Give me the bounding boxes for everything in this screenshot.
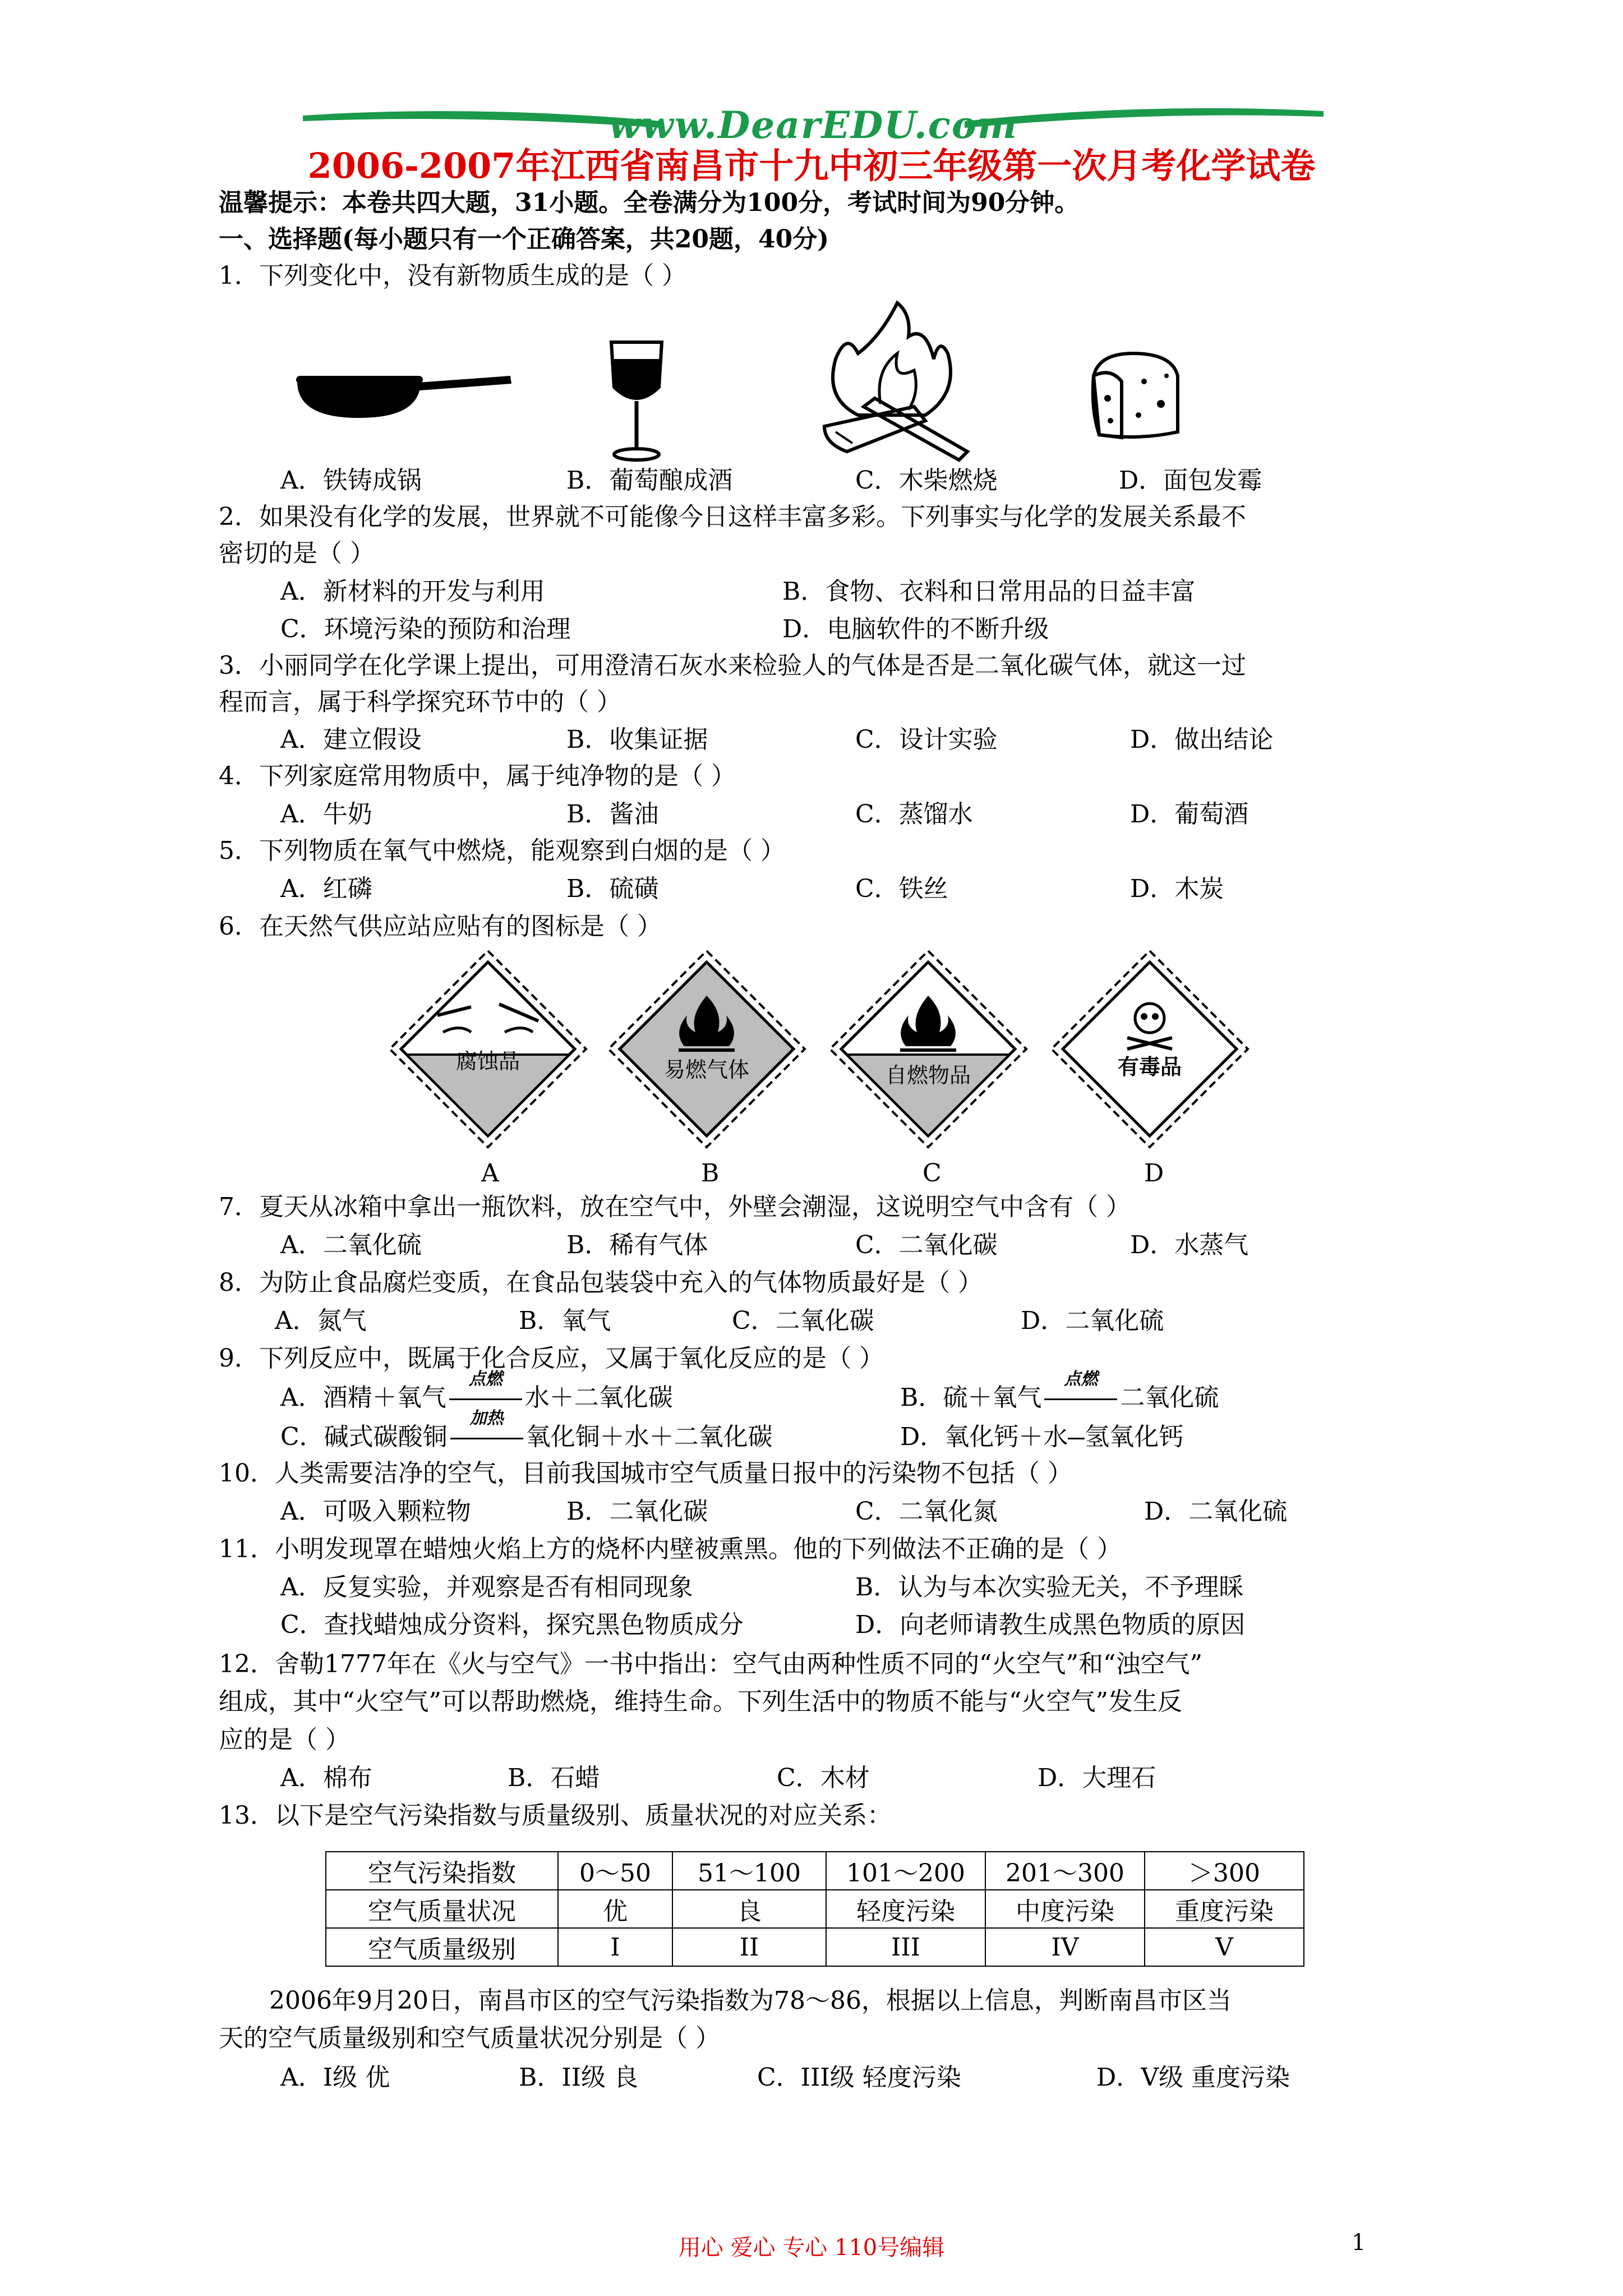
q9-c-products: 氧化铜＋水＋二氧化碳 [525,1423,773,1451]
q7-option-b[interactable]: B．稀有气体 [566,1231,708,1259]
q12-option-a[interactable]: A．棉布 [280,1764,372,1792]
toxic-sign-icon[interactable] [1049,948,1251,1150]
table-cell: 空气质量级别 [326,1928,558,1966]
q10-option-b[interactable]: B．二氧化碳 [566,1497,708,1526]
q9-b-reactants: B．硫＋氧气 [900,1383,1042,1412]
q12-option-c[interactable]: C．木材 [777,1764,870,1792]
burning-wood-icon [813,292,976,471]
sign-c-letter[interactable]: C [923,1159,942,1188]
q9-option-c[interactable] [280,1409,773,1451]
q9-option-b[interactable] [900,1369,1219,1412]
q2-option-b[interactable]: B．食物、衣料和日常用品的日益丰富 [782,577,1196,606]
q2-option-c[interactable]: C．环境污染的预防和治理 [280,615,571,643]
table-cell: 空气污染指数 [326,1852,558,1890]
q13-option-c[interactable]: C．III级 轻度污染 [757,2063,961,2092]
q7-option-c[interactable]: C．二氧化碳 [855,1231,998,1259]
table-cell: 轻度污染 [826,1890,985,1928]
table-cell: 0～50 [558,1852,672,1890]
q13-option-d[interactable]: D．V级 重度污染 [1096,2063,1290,2092]
q5-option-b[interactable]: B．硫磺 [566,875,659,903]
q7-option-d[interactable]: D．水蒸气 [1130,1231,1249,1259]
spontaneous-combustion-sign-icon[interactable] [827,948,1029,1150]
q8-stem: 8．为防止食品腐烂变质，在食品包装袋中充入的气体物质最好是（ ） [219,1268,983,1297]
q4-stem: 4．下列家庭常用物质中，属于纯净物的是（ ） [219,762,736,790]
q1-option-a[interactable]: A．铁铸成锅 [280,466,422,495]
q13-option-a[interactable]: A．I级 优 [280,2063,390,2092]
table-cell: 中度污染 [985,1890,1145,1928]
q4-option-c[interactable]: C．蒸馏水 [855,800,973,829]
q1-option-d[interactable]: D．面包发霉 [1119,466,1262,495]
q9-b-arrow [1041,1369,1120,1410]
q8-option-b[interactable]: B．氧气 [519,1306,611,1335]
frying-pan-icon [292,359,516,432]
q10-option-c[interactable]: C．二氧化氮 [855,1497,998,1526]
sign-a-letter[interactable]: A [481,1159,499,1188]
q11-option-b[interactable]: B．认为与本次实验无关，不予理睬 [855,1573,1244,1602]
flammable-gas-sign-icon[interactable] [606,948,808,1150]
q5-option-d[interactable]: D．木炭 [1130,875,1224,903]
table-cell: IV [985,1928,1145,1966]
table-cell: 51～100 [672,1852,826,1890]
q13-option-b[interactable]: B．II级 良 [519,2063,639,2092]
q12-stem-line3: 应的是（ ） [219,1726,350,1754]
q3-option-d[interactable]: D．做出结论 [1130,725,1274,754]
table-cell: 优 [558,1890,672,1928]
wine-glass-icon [606,337,667,466]
sign-d-label: 有毒品 [1117,1055,1182,1079]
q9-a-products: 水＋二氧化碳 [524,1383,673,1412]
table-row [326,1890,1304,1928]
q1-option-c[interactable]: C．木柴燃烧 [855,466,998,495]
q6-stem: 6．在天然气供应站应贴有的图标是（ ） [219,912,662,941]
sign-d-letter[interactable]: D [1144,1159,1164,1188]
q10-option-a[interactable]: A．可吸入颗粒物 [280,1497,471,1526]
moldy-bread-icon [1077,342,1189,449]
q7-option-a[interactable]: A．二氧化硫 [280,1231,422,1259]
q13-stem: 13．以下是空气污染指数与质量级别、质量状况的对应关系： [219,1801,892,1830]
q2-stem-line1: 2．如果没有化学的发展，世界就不可能像今日这样丰富多彩。下列事实与化学的发展关系最不 [219,503,1246,531]
table-cell: I [558,1928,672,1966]
q2-stem-line2: 密切的是（ ） [219,539,375,568]
q9-stem: 9．下列反应中，既属于化合反应，又属于氧化反应的是（ ） [219,1344,884,1373]
q9-b-products: 二氧化硫 [1120,1383,1219,1412]
tip-text: 温馨提示：本卷共四大题，31小题。全卷满分为100分，考试时间为90分钟。 [219,188,1080,217]
table-cell: 空气质量状况 [326,1890,558,1928]
q5-stem: 5．下列物质在氧气中燃烧，能观察到白烟的是（ ） [219,836,785,865]
q9-c-reactants: C．碱式碳酸铜 [280,1423,448,1451]
sign-b-letter[interactable]: B [701,1159,720,1188]
table-cell: 良 [672,1890,826,1928]
q13-text-line1: 2006年9月20日，南昌市区的空气污染指数为78～86，根据以上信息，判断南昌市区当 [269,1986,1232,2015]
q3-stem-line1: 3．小丽同学在化学课上提出，可用澄清石灰水来检验人的气体是否是二氧化碳气体，就这一过 [219,651,1246,680]
q1-stem: 1．下列变化中，没有新物质生成的是（ ） [219,261,686,290]
section-heading: 一、选择题(每小题只有一个正确答案，共20题，40分) [219,225,829,254]
q4-option-a[interactable]: A．牛奶 [280,800,372,829]
page-number: 1 [1352,2230,1366,2256]
table-row [326,1928,1304,1966]
sign-b-label: 易燃气体 [663,1057,750,1082]
q9-d-reactants: D．氧化钙＋水 [900,1423,1068,1451]
q9-d-arrow [1068,1438,1085,1439]
table-cell: II [672,1928,826,1966]
q13-text-line2: 天的空气质量级别和空气质量状况分别是（ ） [219,2024,720,2053]
q3-option-b[interactable]: B．收集证据 [566,725,708,754]
q5-option-c[interactable]: C．铁丝 [855,875,948,903]
q12-option-d[interactable]: D．大理石 [1038,1764,1156,1792]
q2-option-d[interactable]: D．电脑软件的不断升级 [782,615,1049,643]
q11-option-c[interactable]: C．查找蜡烛成分资料，探究黑色物质成分 [280,1611,744,1639]
table-row [326,1852,1304,1890]
q1-option-b[interactable]: B．葡萄酿成酒 [566,466,733,495]
q9-option-d[interactable] [900,1425,1183,1450]
q9-a-reactants: A．酒精＋氧气 [280,1383,446,1412]
air-quality-table [325,1851,1304,1967]
q11-option-d[interactable]: D．向老师请教生成黑色物质的原因 [855,1611,1246,1639]
q10-option-d[interactable]: D．二氧化硫 [1144,1497,1288,1526]
q10-stem: 10．人类需要洁净的空气，目前我国城市空气质量日报中的污染物不包括（ ） [219,1459,1072,1488]
q4-option-d[interactable]: D．葡萄酒 [1130,800,1249,829]
q12-option-b[interactable]: B．石蜡 [508,1764,600,1792]
q12-stem-line1: 12．舍勒1777年在《火与空气》一书中指出：空气由两种性质不同的“火空气”和“浊空气” [219,1650,1202,1678]
q9-a-arrow [446,1369,525,1410]
table-cell: 重度污染 [1145,1890,1304,1928]
table-cell: V [1145,1928,1304,1966]
q8-option-d[interactable]: D．二氧化硫 [1021,1306,1164,1335]
q7-stem: 7．夏天从冰箱中拿出一瓶饮料，放在空气中，外壁会潮湿，这说明空气中含有（ ） [219,1193,1131,1221]
table-cell: 201～300 [985,1852,1145,1890]
logo-text: www.DearEDU.com [608,103,1018,147]
table-cell: ＞300 [1145,1852,1304,1890]
q12-stem-line2: 组成，其中“火空气”可以帮助燃烧，维持生命。下列生活中的物质不能与“火空气”发生反 [219,1687,1182,1716]
q4-option-b[interactable]: B．酱油 [566,800,659,829]
exam-title: 2006-2007年江西省南昌市十九中初三年级第一次月考化学试卷 [307,145,1316,186]
footer-text: 用心 爱心 专心 110号编辑 [678,2235,945,2261]
q3-option-c[interactable]: C．设计实验 [855,725,998,754]
q9-c-arrow [448,1409,526,1450]
q9-a-condition: 点燃 [468,1369,502,1389]
q9-b-condition: 点燃 [1064,1369,1098,1389]
q9-d-products: 氢氧化钙 [1085,1423,1184,1451]
sign-a-label: 腐蚀品 [455,1049,520,1074]
q9-option-a[interactable] [280,1369,673,1412]
sign-c-label: 自燃物品 [885,1063,971,1088]
table-cell: 101～200 [826,1852,985,1890]
q11-option-a[interactable]: A．反复实验，并观察是否有相同现象 [280,1573,693,1602]
corrosive-sign-icon[interactable] [387,948,589,1150]
table-cell: III [826,1928,985,1966]
q2-option-a[interactable]: A．新材料的开发与利用 [280,577,545,606]
q9-c-condition: 加热 [469,1409,504,1428]
q8-option-a[interactable]: A．氮气 [275,1306,367,1335]
q8-option-c[interactable]: C．二氧化碳 [732,1306,874,1335]
q5-option-a[interactable]: A．红磷 [280,875,372,903]
q11-stem: 11．小明发现罩在蜡烛火焰上方的烧杯内壁被熏黑。他的下列做法不正确的是（ ） [219,1535,1122,1563]
q3-stem-line2: 程而言，属于科学探究环节中的（ ） [219,688,621,716]
q3-option-a[interactable]: A．建立假设 [280,725,422,754]
